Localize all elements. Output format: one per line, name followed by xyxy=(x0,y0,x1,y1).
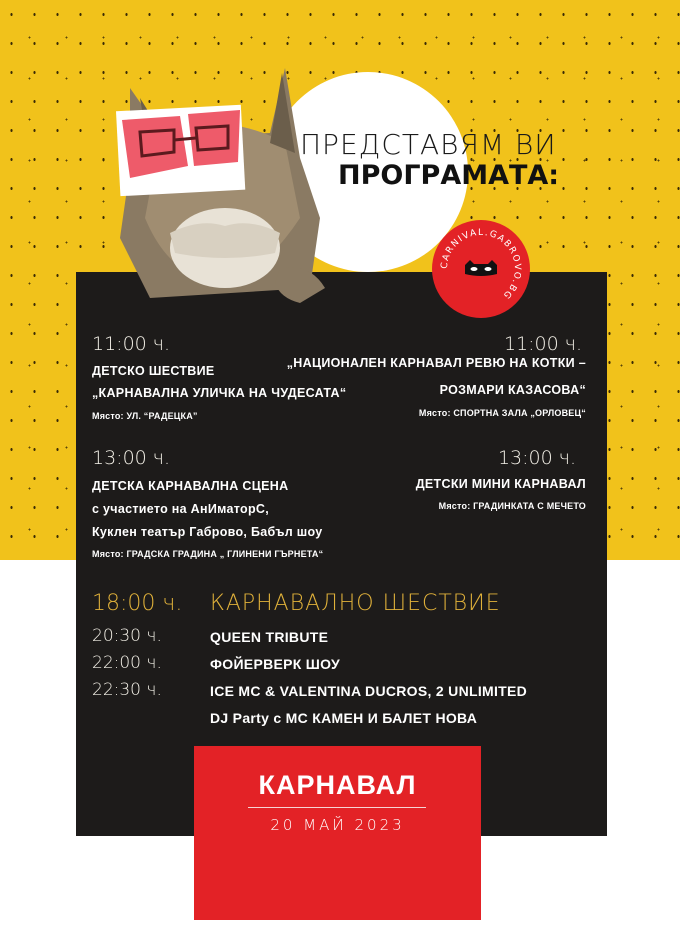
left-mid-title1: ДЕТСКА КАРНАВАЛНА СЦЕНА xyxy=(92,479,289,493)
evening-title-1: QUEEN TRIBUTE xyxy=(210,629,329,645)
left-mid-title2: с участието на АнИматорС, xyxy=(92,502,269,516)
evening-title-3: ICE MC & VALENTINA DUCROS, 2 UNLIMITED xyxy=(210,683,528,699)
footer-divider xyxy=(248,807,426,808)
right-mid-place: Място: ГРАДИНКАТА С МЕЧЕТО xyxy=(438,501,586,511)
right-top-title2: РОЗМАРИ КАЗАСОВА“ xyxy=(439,383,586,397)
right-top-place: Място: СПОРТНА ЗАЛА „ОРЛОВЕЦ“ xyxy=(418,408,586,418)
evening-time-3: 22:30 ч. xyxy=(92,680,162,700)
carnival-badge xyxy=(432,220,530,318)
left-top-time: 11:00 ч. xyxy=(92,333,171,355)
header-line-1: ПРЕДСТАВЯМ ВИ xyxy=(300,128,557,161)
right-mid-time: 13:00 ч. xyxy=(497,447,576,469)
carnival-date-box xyxy=(194,746,481,920)
right-top-time: 11:00 ч. xyxy=(503,333,582,355)
left-mid-place: Място: ГРАДСКА ГРАДИНА „ ГЛИНЕНИ ГЪРНЕТА“ xyxy=(92,549,324,559)
left-top-title2: „КАРНАВАЛНА УЛИЧКА НА ЧУДЕСАТА“ xyxy=(92,386,347,400)
right-mid-title1: ДЕТСКИ МИНИ КАРНАВАЛ xyxy=(415,477,586,491)
evening-title-4: DJ Party с МС КАМЕН И БАЛЕТ НОВА xyxy=(210,710,478,726)
right-top-title1: „НАЦИОНАЛЕН КАРНАВАЛ РЕВЮ НА КОТКИ – xyxy=(286,356,586,370)
evening-title-2: ФОЙЕРВЕРК ШОУ xyxy=(210,656,341,672)
left-top-title1: ДЕТСКО ШЕСТВИЕ xyxy=(92,364,215,378)
footer-date: 20 МАЙ 2023 xyxy=(270,816,405,834)
header-line-2: ПРОГРАМАТА: xyxy=(338,160,560,191)
left-top-place: Място: УЛ. “РАДЕЦКА” xyxy=(92,411,198,421)
main-event-time: 18:00 ч. xyxy=(92,591,183,616)
cat-eyes-icon xyxy=(432,220,530,318)
footer-title: КАРНАВАЛ xyxy=(258,770,417,800)
main-event-title: КАРНАВАЛНО ШЕСТВИЕ xyxy=(210,591,501,616)
evening-time-1: 20:30 ч. xyxy=(92,626,162,646)
cat-with-red-glasses-image xyxy=(110,48,340,308)
evening-time-2: 22:00 ч. xyxy=(92,653,162,673)
left-mid-time: 13:00 ч. xyxy=(92,447,171,469)
left-mid-title3: Куклен театър Габрово, Бабъл шоу xyxy=(92,525,323,539)
badge-ring-text: CARNIVAL.GABROVO.BG xyxy=(439,227,523,301)
